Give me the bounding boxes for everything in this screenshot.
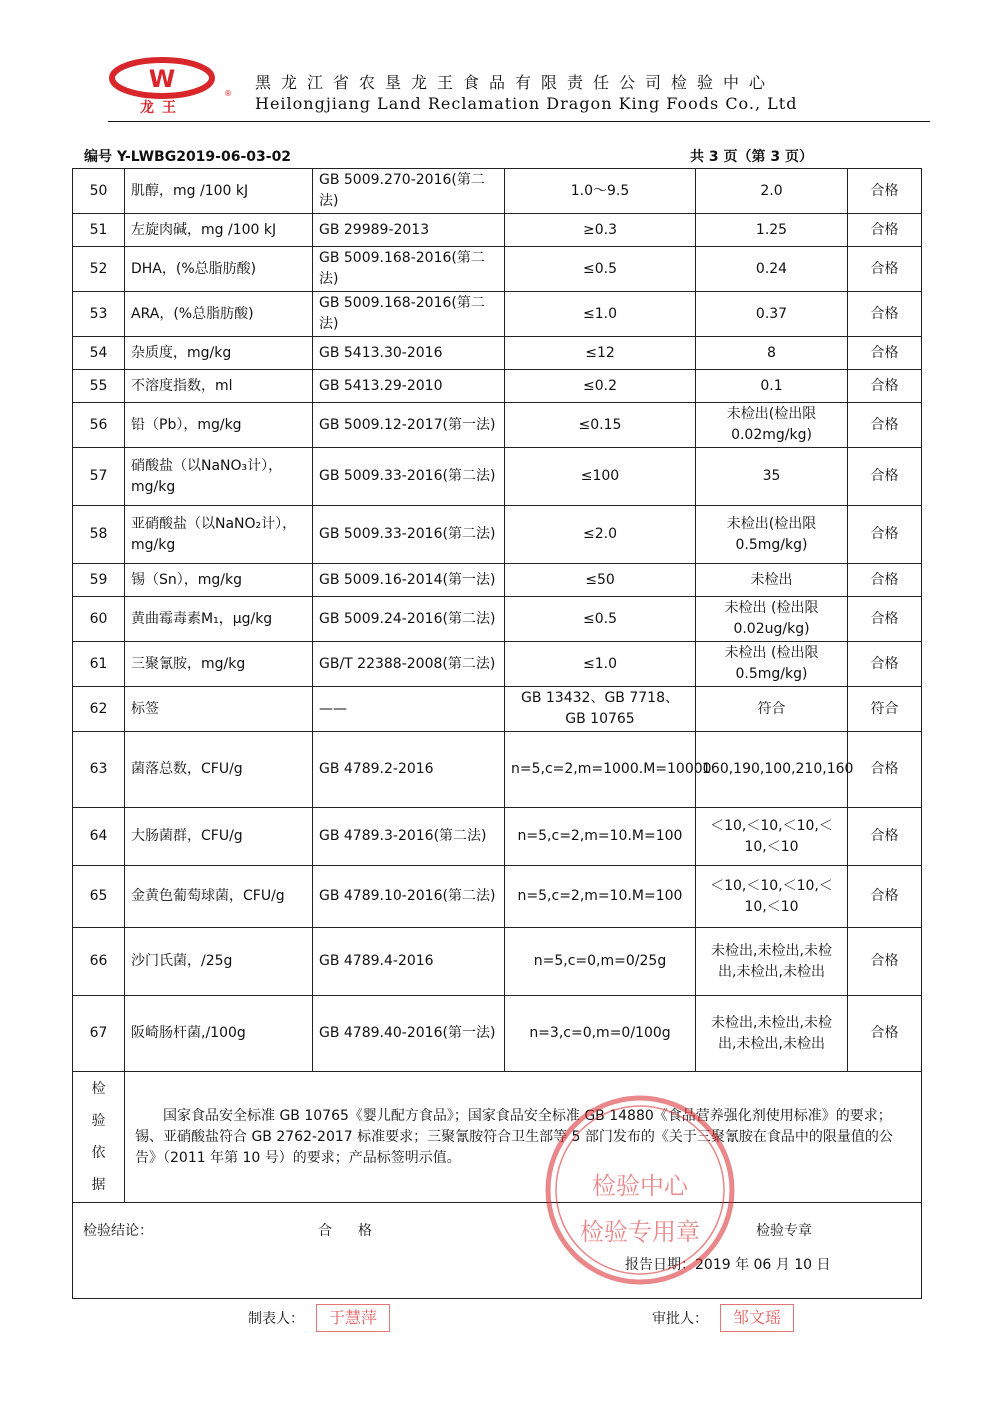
standard-value: ≥0.3 [505, 214, 696, 247]
svg-text:®: ® [224, 89, 232, 98]
seal-label: 检验专章 [756, 1223, 812, 1239]
table-row [73, 169, 922, 214]
verdict: 合格 [848, 564, 922, 597]
test-item: 杂质度，mg/kg [125, 337, 313, 370]
conclusion-value: 合格 [318, 1223, 398, 1239]
table-row [73, 996, 922, 1072]
standard-value: ≤0.2 [505, 370, 696, 403]
verdict: 合格 [848, 448, 922, 506]
row-number: 55 [73, 370, 125, 403]
test-method: GB 5009.16-2014(第一法) [313, 564, 505, 597]
test-item: 阪崎肠杆菌,/100g [125, 996, 313, 1072]
test-result: 未检出(检出限0.02mg/kg) [696, 403, 848, 448]
standard-value: n=5,c=2,m=10.M=100 [505, 866, 696, 928]
test-result: 0.37 [696, 292, 848, 337]
test-item: 不溶度指数，ml [125, 370, 313, 403]
table-row [73, 687, 922, 732]
verdict: 合格 [848, 928, 922, 996]
test-item: 肌醇，mg /100 kJ [125, 169, 313, 214]
table-row [73, 403, 922, 448]
test-result: 未检出 (检出限0.5mg/kg) [696, 642, 848, 687]
standard-value: ≤12 [505, 337, 696, 370]
verdict: 合格 [848, 866, 922, 928]
test-method: GB 4789.3-2016(第二法) [313, 808, 505, 866]
conclusion-label: 检验结论： [83, 1223, 153, 1239]
standard-value: GB 13432、GB 7718、GB 10765 [505, 687, 696, 732]
table-row [73, 597, 922, 642]
table-row [73, 448, 922, 506]
verdict: 合格 [848, 247, 922, 292]
test-item: 亚硝酸盐（以NaNO₂计），mg/kg [125, 506, 313, 564]
company-logo [108, 56, 232, 116]
approver-label: 审批人： [652, 1311, 708, 1327]
row-number: 60 [73, 597, 125, 642]
verdict: 合格 [848, 506, 922, 564]
test-item: 左旋肉碱，mg /100 kJ [125, 214, 313, 247]
row-number: 63 [73, 732, 125, 808]
test-item: 三聚氰胺，mg/kg [125, 642, 313, 687]
verdict: 合格 [848, 808, 922, 866]
test-item: 硝酸盐（以NaNO₃计），mg/kg [125, 448, 313, 506]
test-results-table [72, 168, 922, 1299]
row-number: 58 [73, 506, 125, 564]
row-number: 67 [73, 996, 125, 1072]
row-number: 53 [73, 292, 125, 337]
test-method: GB 5009.168-2016(第二法) [313, 292, 505, 337]
inspection-seal [540, 1090, 740, 1290]
standard-value: ≤2.0 [505, 506, 696, 564]
verdict: 合格 [848, 996, 922, 1072]
test-method: GB 5009.168-2016(第二法) [313, 247, 505, 292]
standard-value: ≤100 [505, 448, 696, 506]
row-number: 56 [73, 403, 125, 448]
company-name-cn: 黑龙江省农垦龙王食品有限责任公司检验中心 [255, 73, 776, 92]
test-method: GB 4789.2-2016 [313, 732, 505, 808]
test-item: 标签 [125, 687, 313, 732]
test-method: GB 29989-2013 [313, 214, 505, 247]
row-number: 62 [73, 687, 125, 732]
table-row [73, 642, 922, 687]
company-name-en: Heilongjiang Land Reclamation Dragon King Foods Co., Ltd [255, 94, 798, 113]
test-method: GB 4789.40-2016(第一法) [313, 996, 505, 1072]
verdict: 合格 [848, 403, 922, 448]
row-number: 51 [73, 214, 125, 247]
report-header [0, 0, 992, 165]
test-item: 菌落总数，CFU/g [125, 732, 313, 808]
verdict: 合格 [848, 597, 922, 642]
report-number: 编号 Y-LWBG2019-06-03-02 [84, 149, 292, 165]
table-row [73, 564, 922, 597]
row-number: 65 [73, 866, 125, 928]
standard-value: ≤1.0 [505, 292, 696, 337]
table-row [73, 214, 922, 247]
table-body [73, 169, 922, 1072]
test-method: GB/T 22388-2008(第二法) [313, 642, 505, 687]
test-result: 未检出,未检出,未检出,未检出,未检出 [696, 996, 848, 1072]
row-number: 52 [73, 247, 125, 292]
table-row [73, 808, 922, 866]
table-row [73, 866, 922, 928]
page-info: 共 3 页（第 3 页） [690, 149, 813, 165]
test-method: GB 5009.270-2016(第二法) [313, 169, 505, 214]
standard-value: ≤0.15 [505, 403, 696, 448]
test-method: —— [313, 687, 505, 732]
row-number: 57 [73, 448, 125, 506]
verdict: 合格 [848, 169, 922, 214]
standard-value: ≤0.5 [505, 597, 696, 642]
test-method: GB 4789.10-2016(第二法) [313, 866, 505, 928]
test-result: 35 [696, 448, 848, 506]
test-result: ＜10,＜10,＜10,＜10,＜10 [696, 866, 848, 928]
report-date: 报告日期：2019 年 06 月 10 日 [625, 1257, 831, 1273]
standard-value: ≤1.0 [505, 642, 696, 687]
test-method: GB 5009.33-2016(第二法) [313, 506, 505, 564]
test-result: 8 [696, 337, 848, 370]
approver-signature: 邹文瑶 [720, 1304, 794, 1332]
standard-value: n=5,c=2,m=1000.M=10000 [505, 732, 696, 808]
test-item: 黄曲霉毒素M₁，μg/kg [125, 597, 313, 642]
verdict: 合格 [848, 732, 922, 808]
test-item: ARA，(%总脂肪酸) [125, 292, 313, 337]
verdict: 合格 [848, 292, 922, 337]
table-row [73, 292, 922, 337]
verdict: 合格 [848, 337, 922, 370]
svg-text:W: W [148, 65, 176, 93]
row-number: 59 [73, 564, 125, 597]
test-method: GB 5413.30-2016 [313, 337, 505, 370]
table-row [73, 732, 922, 808]
seal-top-text: 检验中心 [592, 1172, 688, 1200]
test-item: 锡（Sn），mg/kg [125, 564, 313, 597]
test-result: ＜10,＜10,＜10,＜10,＜10 [696, 808, 848, 866]
test-item: DHA，(%总脂肪酸) [125, 247, 313, 292]
test-result: 未检出,未检出,未检出,未检出,未检出 [696, 928, 848, 996]
test-result: 160,190,100,210,160 [696, 732, 848, 808]
standard-value: n=5,c=2,m=10.M=100 [505, 808, 696, 866]
row-number: 54 [73, 337, 125, 370]
test-item: 沙门氏菌，/25g [125, 928, 313, 996]
test-method: GB 5009.24-2016(第二法) [313, 597, 505, 642]
basis-row [73, 1072, 922, 1203]
test-result: 未检出(检出限0.5mg/kg) [696, 506, 848, 564]
test-item: 大肠菌群，CFU/g [125, 808, 313, 866]
test-method: GB 5413.29-2010 [313, 370, 505, 403]
test-result: 2.0 [696, 169, 848, 214]
standard-value: ≤50 [505, 564, 696, 597]
seal-bottom-text: 检验专用章 [580, 1218, 700, 1246]
conclusion-row [73, 1203, 922, 1299]
verdict: 符合 [848, 687, 922, 732]
row-number: 61 [73, 642, 125, 687]
test-result: 0.24 [696, 247, 848, 292]
verdict: 合格 [848, 642, 922, 687]
basis-label: 检验依据 [73, 1072, 125, 1203]
table-row [73, 928, 922, 996]
maker-signature: 于慧萍 [316, 1304, 390, 1332]
test-method: GB 5009.12-2017(第一法) [313, 403, 505, 448]
table-row [73, 247, 922, 292]
test-result: 符合 [696, 687, 848, 732]
standard-value: 1.0～9.5 [505, 169, 696, 214]
basis-text: 国家食品安全标准 GB 10765《婴儿配方食品》；国家食品安全标准 GB 14880《食品营养强化剂使用标准》的要求；锡、亚硝酸盐符合 GB 2762-2017 标准要求；三聚氰胺符合卫生部等 5 部门发布的《关于三聚氰胺在食品中的限量值的公告》（2011 年第 10 号）的要求；产品标签明示值。 [125, 1072, 922, 1203]
row-number: 64 [73, 808, 125, 866]
row-number: 50 [73, 169, 125, 214]
test-item: 金黄色葡萄球菌，CFU/g [125, 866, 313, 928]
test-method: GB 5009.33-2016(第二法) [313, 448, 505, 506]
table-row [73, 370, 922, 403]
test-result: 1.25 [696, 214, 848, 247]
standard-value: ≤0.5 [505, 247, 696, 292]
test-result: 未检出 (检出限0.02ug/kg) [696, 597, 848, 642]
test-result: 未检出 [696, 564, 848, 597]
row-number: 66 [73, 928, 125, 996]
table-row [73, 506, 922, 564]
test-method: GB 4789.4-2016 [313, 928, 505, 996]
verdict: 合格 [848, 370, 922, 403]
logo-text: 龙王 [140, 100, 184, 116]
test-result: 0.1 [696, 370, 848, 403]
table-row [73, 337, 922, 370]
standard-value: n=3,c=0,m=0/100g [505, 996, 696, 1072]
standard-value: n=5,c=0,m=0/25g [505, 928, 696, 996]
test-item: 铅（Pb），mg/kg [125, 403, 313, 448]
verdict: 合格 [848, 214, 922, 247]
header-divider [108, 121, 930, 122]
maker-label: 制表人： [248, 1311, 304, 1327]
